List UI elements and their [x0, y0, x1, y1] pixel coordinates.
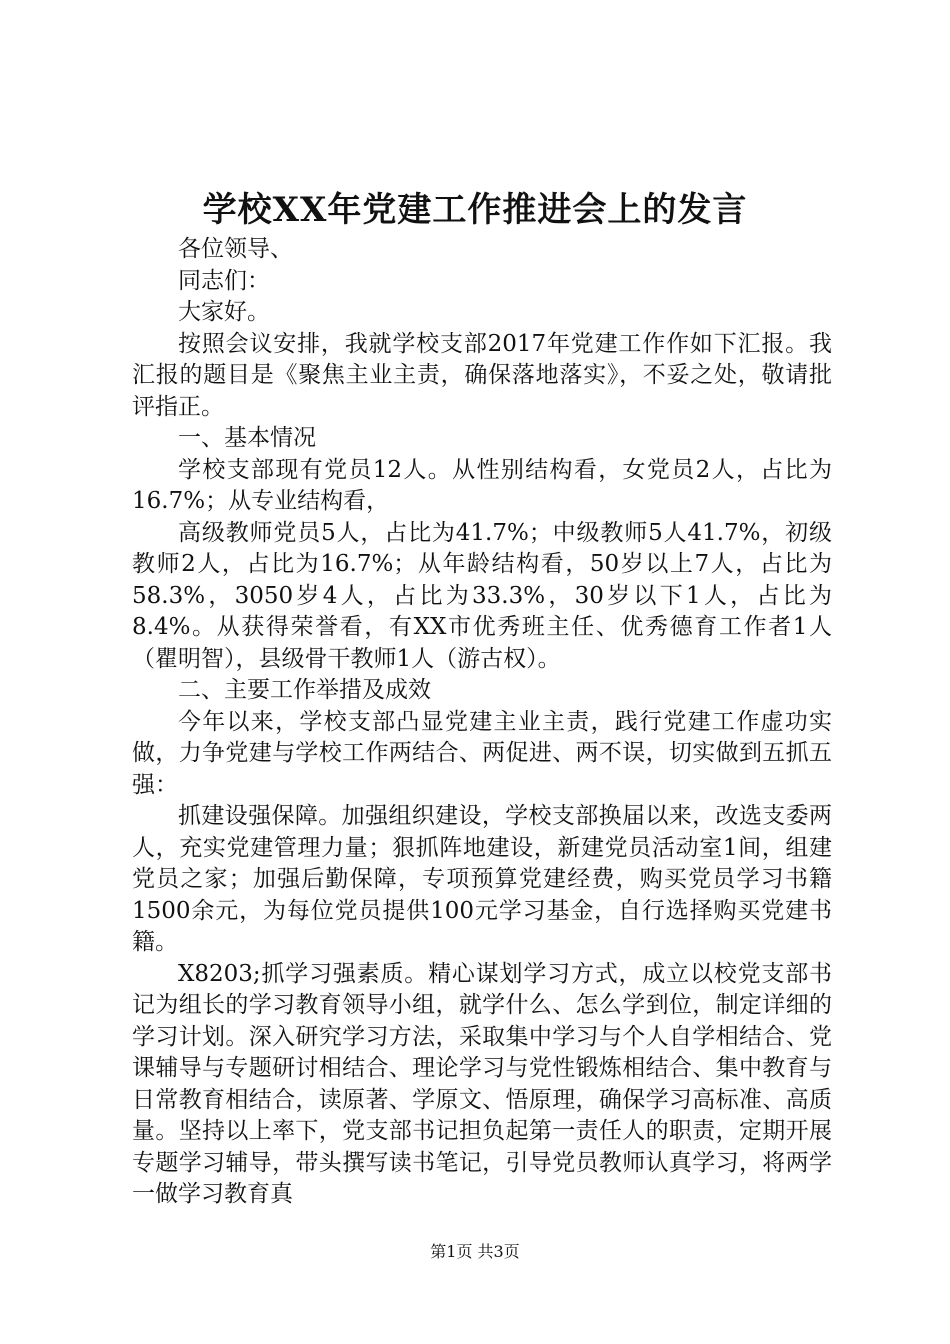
document-title: 学校XX年党建工作推进会上的发言 — [202, 190, 748, 230]
paragraph-study: X8203;抓学习强素质。精心谋划学习方式，成立以校党支部书记为组长的学习教育领导小组，就学什么、怎么学到位，制定详细的学习计划。深入研究学习方法，采取集中学习与个人自学相结合、党课辅导与专题研讨相结合、理论学习与党性锻炼相结合、集中教育与日常教育相结合，读原著、学原文、悟原理，确保学习高标准、高质量。坚持以上率下，党支部书记担负起第一责任人的职责，定期开展专题学习辅导，带头撰写读书笔记，引导党员教师认真学习，将两学一做学习教育真 — [132, 960, 832, 1207]
salutation-leaders: 各位领导、 — [178, 236, 293, 262]
section-heading-basic-situation: 一、基本情况 — [178, 425, 316, 451]
paragraph-membership: 学校支部现有党员12人。从性别结构看，女党员2人，占比为16.7%；从专业结构看， — [132, 456, 832, 514]
greeting: 大家好。 — [178, 299, 270, 325]
page-footer: 第1页 共3页 — [430, 1242, 520, 1261]
paragraph-construction: 抓建设强保障。加强组织建设，学校支部换届以来，改选支委两人，充实党建管理力量；狠抓阵地建设，新建党员活动室1间，组建党员之家；加强后勤保障，专项预算党建经费，购买党员学习书籍1500余元，为每位党员提供100元学习基金，自行选择购买党建书籍。 — [132, 803, 832, 955]
paragraph-overview: 今年以来，学校支部凸显党建主业主责，践行党建工作虚功实做，力争党建与学校工作两结合、两促进、两不误，切实做到五抓五强： — [132, 708, 832, 798]
salutation-comrades: 同志们： — [178, 267, 270, 294]
paragraph-structure: 高级教师党员5人，占比为41.7%；中级教师5人41.7%，初级教师2人，占比为16.7%；从年龄结构看，50岁以上7人，占比为58.3%，3050岁4人，占比为33.3%，30岁以下1人，占比为8.4%。从获得荣誉看，有XX市优秀班主任、优秀德育工作者1人（瞿明智），县级骨干教师1人（游古权）。 — [132, 519, 832, 672]
section-heading-main-measures: 二、主要工作举措及成效 — [178, 677, 431, 703]
paragraph-intro: 按照会议安排，我就学校支部2017年党建工作作如下汇报。我汇报的题目是《聚焦主业主责，确保落地落实》，不妥之处，敬请批评指正。 — [132, 330, 832, 420]
document-body — [132, 234, 832, 1211]
